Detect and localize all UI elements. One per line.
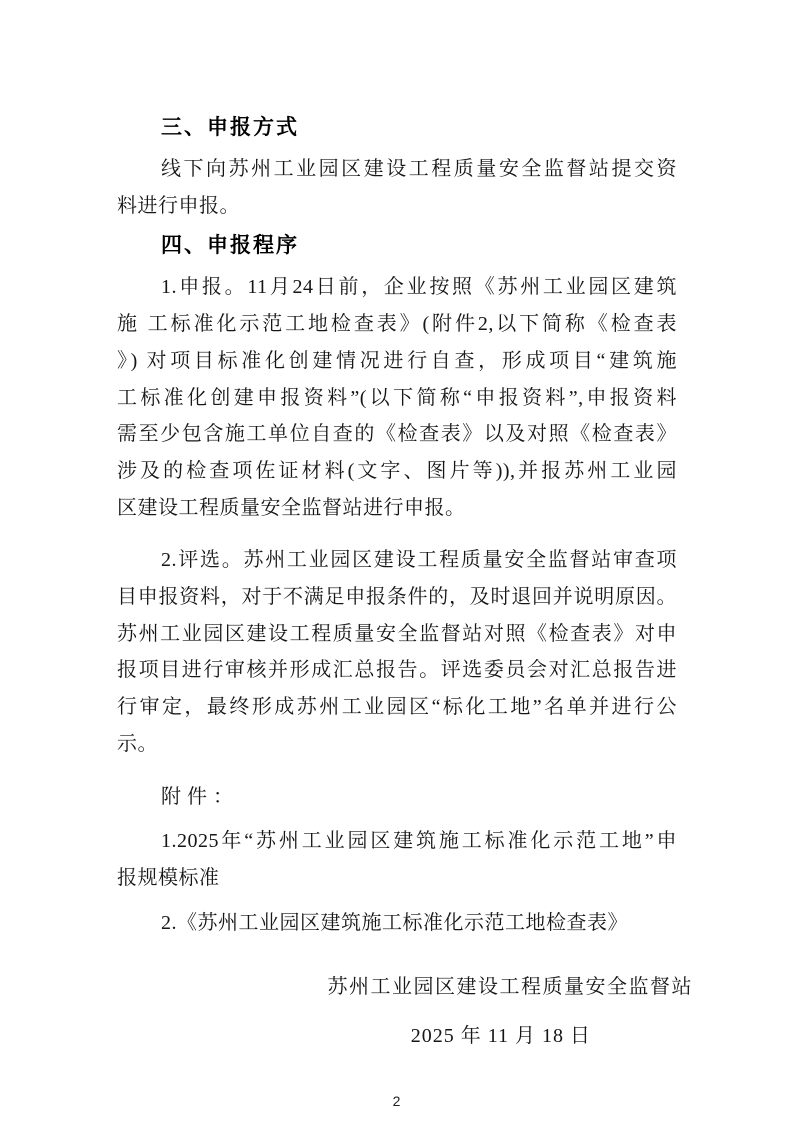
document-body xyxy=(117,106,693,1055)
issuing-authority-signature: 苏州工业园区建设工程质量安全监督站 xyxy=(327,976,693,999)
attachment-item-1-line: 1.2025年“苏州工业园区建筑施工标准化示范工地”申 xyxy=(161,830,677,853)
paragraph-line: 报项目进行审核并形成汇总报告。评选委员会对汇总报告进 xyxy=(117,659,677,682)
paragraph-line: 苏州工业园区建设工程质量安全监督站对照《检查表》对申 xyxy=(117,622,677,645)
paragraph-line: 1.申报。11月24日前，企业按照《苏州工业园区建筑 xyxy=(161,276,677,299)
paragraph-line: 施 工标准化示范工地检查表》(附件2,以下简称《检查表 xyxy=(117,313,677,336)
paragraph-line: 2.评选。苏州工业园区建设工程质量安全监督站审查项 xyxy=(161,549,677,572)
paragraph-line: 线下向苏州工业园区建设工程质量安全监督站提交资 xyxy=(161,158,677,180)
paragraph-line: 》) 对项目标准化创建情况进行自查，形成项目“建筑施 xyxy=(117,349,677,372)
paragraph-line: 行审定，最终形成苏州工业园区“标化工地”名单并进行公 xyxy=(117,696,677,719)
issue-date: 2025 年 11 月 18 日 xyxy=(410,1025,591,1048)
paragraph-line: 工标准化创建申报资料”(以下简称“申报资料”,申报资料 xyxy=(117,386,677,409)
paragraph-line: 涉及的检查项佐证材料(文字、图片等)),并报苏州工业园 xyxy=(117,459,677,482)
paragraph-line: 需至少包含施工单位自查的《检查表》以及对照《检查表》 xyxy=(117,423,677,446)
paragraph-line: 区建设工程质量安全监督站进行申报。 xyxy=(117,496,466,519)
section-heading-application-procedure: 四、申报程序 xyxy=(161,234,299,258)
paragraph-line: 示。 xyxy=(117,732,158,755)
attachment-item-1-line: 报规模标准 xyxy=(117,866,220,889)
paragraph-line: 目申报资料，对于不满足申报条件的，及时退回并说明原因。 xyxy=(117,586,677,609)
attachment-item-2: 2.《苏州工业园区建筑施工标准化示范工地检查表》 xyxy=(161,911,628,934)
attachments-label: 附 件 ： xyxy=(161,785,234,808)
paragraph-line: 料进行申报。 xyxy=(117,194,240,217)
section-heading-application-method: 三、申报方式 xyxy=(161,116,299,139)
page-number: 2 xyxy=(392,1093,401,1109)
